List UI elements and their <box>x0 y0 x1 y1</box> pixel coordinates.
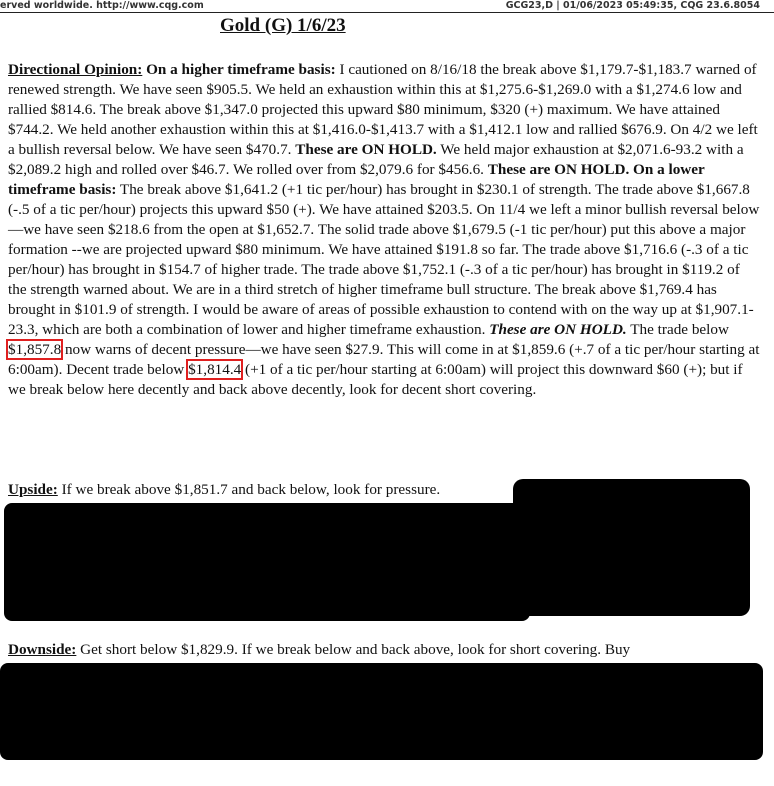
redaction-block-downside <box>0 663 763 760</box>
higher-timeframe-label: On a higher timeframe basis: <box>146 61 336 78</box>
lower-timeframe-label: On a lower timeframe basis: <box>8 161 705 198</box>
symbol-timestamp-text: GCG23,D | 01/06/2023 05:49:35, CQG 23.6.8054 <box>505 0 760 11</box>
report-header-bar <box>0 0 774 13</box>
directional-text-5: now warns of decent pressure—we have seen $27.9. This will come in at $1,859.6 (+.7 of a tic per/hour starting at 6:00am). Decent trade below <box>8 341 760 378</box>
directional-text-4: The trade below <box>630 321 729 338</box>
downside-paragraph <box>8 640 760 660</box>
copyright-url-text: erved worldwide. http://www.cqg.com <box>0 0 204 11</box>
directional-text-6: (+1 of a tic per/hour starting at 6:00am) will project this downward $60 (+); but if we break below here decently and back above decently, look for decent short covering. <box>8 361 743 398</box>
highlighted-level-1857: $1,857.8 <box>8 341 62 358</box>
directional-text-1: I cautioned on 8/16/18 the break above $1,179.7-$1,183.7 warned of renewed strength. We have seen $905.5. We held an exhaustion within this at $1,275.6-$1,269.0 with a $1,274.6 low and rallied $814.6. The break above $1,347.0 projected this upward $80 minimum, $320 (+) maximum. We have attained $744.2. We held another exhaustion within this at $1,416.0-$1,413.7 with a $1,412.1 low and rallied $676.9. On 4/2 we left a bullish reversal below. We have seen $470.7. <box>8 61 758 158</box>
on-hold-label-2: These are ON HOLD. <box>487 161 630 178</box>
upside-text: If we break above $1,851.7 and back below, look for pressure. <box>61 481 441 498</box>
downside-heading: Downside: <box>8 641 77 658</box>
directional-opinion-paragraph <box>8 60 760 400</box>
highlighted-level-1814: $1,814.4 <box>188 361 242 378</box>
directional-text-2: We held major exhaustion at $2,071.6-93.2 with a $2,089.2 high and rolled over $46.7. We rolled over from $2,079.6 for $456.6. <box>8 141 744 178</box>
on-hold-label-3: These are ON HOLD. <box>489 321 627 338</box>
directional-text-3: The break above $1,641.2 (+1 tic per/hour) has brought in $230.1 of strength. The trade above $1,667.8 (-.5 of a tic per/hour) projects this upward $50 (+). We have attained $203.5. On 11/4 we left a minor bullish reversal below—we have seen $218.6 from the open at $1,652.7. The solid trade above $1,679.5 (-1 tic per/hour) put this above a major formation --we are projected upward $80 minimum. We have attained $191.8 so far. The trade above $1,716.6 (-.3 of a tic per/hour) has brought in $154.7 of higher trade. The trade above $1,752.1 (-.3 of a tic per/hour) has brought in $119.2 of the strength warned about. We are in a third stretch of higher timeframe bull structure. The break above $1,769.4 has brought in $101.9 of strength. I would be aware of areas of possible exhaustion to contend with on the way up at $1,907.1-23.3, which are both a combination of lower and higher timeframe exhaustion. <box>8 181 760 338</box>
upside-heading: Upside: <box>8 481 58 498</box>
redaction-block-upside-right <box>513 479 750 616</box>
page-title: Gold (G) 1/6/23 <box>220 15 346 36</box>
directional-opinion-heading: Directional Opinion: <box>8 61 143 78</box>
redaction-block-upside-left <box>4 503 530 621</box>
downside-text: Get short below $1,829.9. If we break below and back above, look for short covering. Buy <box>80 641 631 658</box>
on-hold-label-1: These are ON HOLD. <box>295 141 437 158</box>
